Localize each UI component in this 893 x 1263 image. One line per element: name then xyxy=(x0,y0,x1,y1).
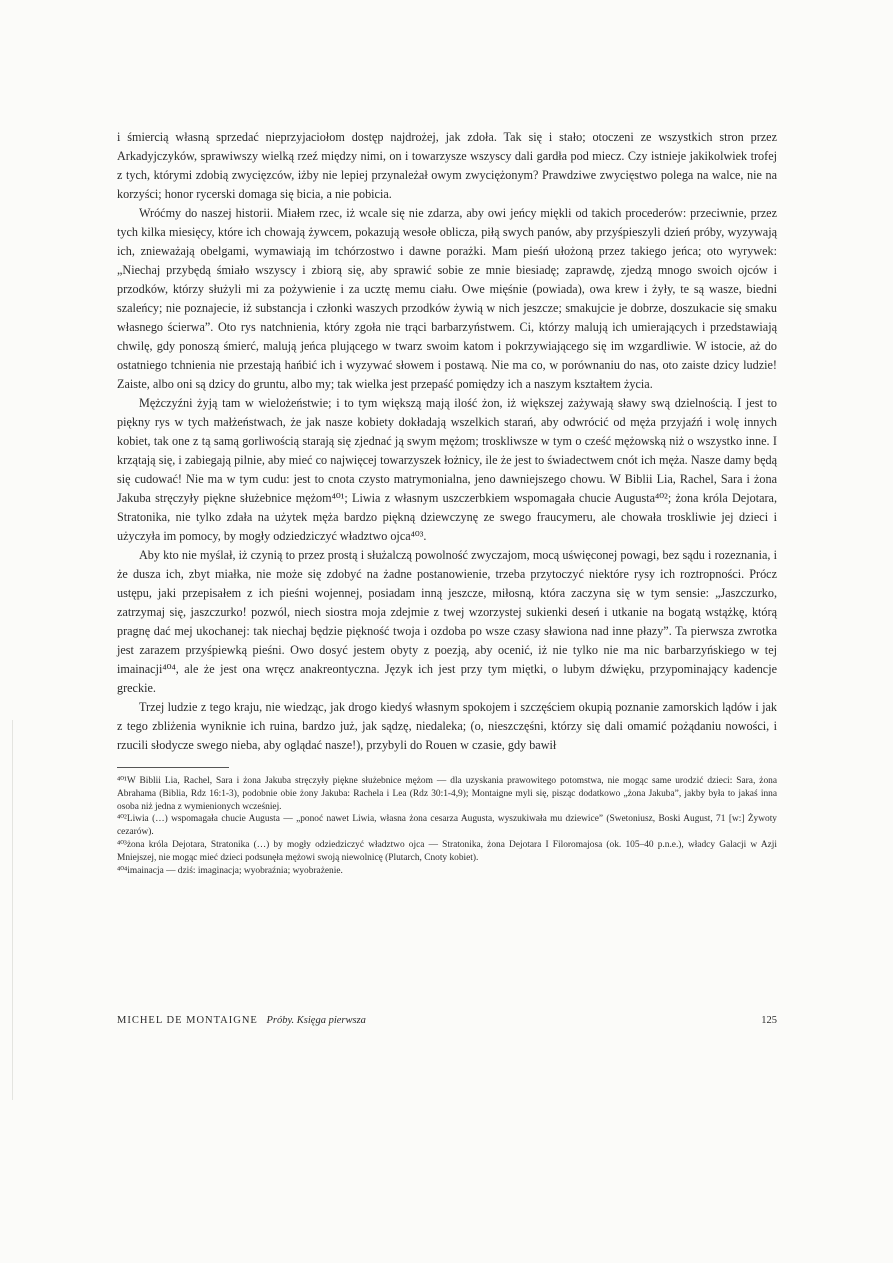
page-number: 125 xyxy=(761,1015,777,1026)
page-content xyxy=(117,128,777,877)
paragraph-1: i śmiercią własną sprzedać nieprzyjaciołom dostęp najdrożej, jak zdoła. Tak się i stało; otoczeni ze wszystkich stron przez Arkadyjczyków, sprawiwszy wielką rzeź między nimi, on i towarzysze wszyscy dali gardła pod miecz. Czy istnieje jakikolwiek trofej z tych, którymi zdobią zwycięzców, iżby nie lepiej przynależał owym zwyciężonym? Prawdziwe zwycięstwo polega na walce, nie na korzyści; honor rycerski domaga się bicia, a nie pobicia. xyxy=(117,130,777,201)
footnote-401: ⁴⁰¹W Biblii Lia, Rachel, Sara i żona Jakuba stręczyły piękne służebnice mężom — dla uzyskania prawowitego potomstwa, nie mogąc same urodzić dzieci: Sara, żona Abrahama (Biblia, Rdz 16:1-3), podobnie obie żony Jakuba: Rachela i Lea (Rdz 30:1-4,9); Montaigne myli się, pisząc dodatkowo „żona Jakuba”, jakby była to jakaś inna osoba niż jedna z wymienionych wcześniej. xyxy=(117,776,777,812)
paragraph-4: Aby kto nie myślał, iż czynią to przez prostą i służalczą powolność zwyczajom, mocą uświęconej powagi, bez sądu i rozeznania, i że dusza ich, zbyt miałka, nie może się zdobyć na żadne postanowienie, trzeba przytoczyć niektóre rysy ich roztropności. Prócz ustępu, jaki przepisałem z ich pieśni wojennej, posiadam inną jeszcze, miłosną, która zaczyna się w tym sensie: „Jaszczurko, zatrzymaj się, jaszczurko! pozwól, niech siostra moja zdejmie z twej wzorzystej sukienki deseń i utkanie na bogatą wstążkę, którą pragnę dać mej ukochanej: tak niechaj będzie piękność twoja i ozdoba po wsze czasy sławiona nad inne płazy”. Ta pierwsza zwrotka jest zarazem przyśpiewką pieśni. Owo dosyć jestem obyty z poezją, aby ocenić, iż nie tylko nie ma nic barbarzyńskiego w tej imainacji⁴⁰⁴, ale że jest ona wręcz anakreontyczna. Język ich jest przy tym miętki, o lubym dźwięku, przypominający kadencje greckie. xyxy=(117,548,777,695)
page-footer xyxy=(117,1015,777,1026)
footnote-403: ⁴⁰³żona króla Dejotara, Stratonika (…) by mogły odziedziczyć władztwo ojca — Stratonika, żona Dejotara I Filoromajosa (ok. 105–40 p.n.e.), władcy Galacji w Azji Mniejszej, nie mogąc mieć dzieci podsunęła mężowi swoją niewolnicę (Plutarch, Cnoty kobiet). xyxy=(117,839,777,863)
footer-author: MICHEL DE MONTAIGNE xyxy=(117,1015,258,1026)
footnote-separator xyxy=(117,767,229,768)
footnotes xyxy=(117,775,777,877)
body-text xyxy=(117,128,777,755)
paragraph-3: Mężczyźni żyją tam w wielożeństwie; i to tym większą mają ilość żon, iż większej zażywają sławy swą dzielnością. I jest to piękny rys w tych małżeństwach, że jak nasze kobiety dokładają wszelkich starań, aby odwrócić od męża przyjaźń i wolę innych kobiet, tak one z tą samą gorliwością starają się zjednać ją swym mężom; troskliwsze w tym o cześć mężowską niż o wszystko inne. I krzątają się, i zabiegają pilnie, aby mieć co najwięcej towarzyszek łożnicy, ile że jest to świadectwem cnót ich męża. Nasze damy będą się cudować! Nie ma w tym cudu: jest to cnota czysto matrymonialna, jeno dawniejszego chowu. W Biblii Lia, Rachel, Sara i żona Jakuba stręczyły piękne służebnice mężom⁴⁰¹; Liwia z własnym uszczerbkiem wspomagała chucie Augusta⁴⁰²; żona króla Dejotara, Stratonika, nie tylko zdała na użytek męża bardzo piękną dziewczynę ze swego fraucymeru, ale chowała troskliwie jej dzieci i użyczyła im pomocy, by mogły odziedziczyć władztwo ojca⁴⁰³. xyxy=(117,396,778,543)
paragraph-2: Wróćmy do naszej historii. Miałem rzec, iż wcale się nie zdarza, aby owi jeńcy miękli od takich procederów: przeciwnie, przez tych kilka miesięcy, które ich chowają żywcem, pokazują wesołe oblicza, piłą swych panów, aby przyśpieszyli dzień próby, wyzywają ich, znieważają obelgami, wymawiają im tchórzostwo i dawne porażki. Mam pieśń ułożoną przez takiego jeńca; oto wyrywek: „Niechaj przybędą śmiało wszyscy i zbiorą się, aby sprawić sobie ze mnie biesiadę; zaprawdę, zjedzą mnogo swoich ojców i przodków, którzy służyli mi za pożywienie i za ucztę memu ciału. Owe mięśnie (powiada), owa krew i żyły, te są wasze, biedni szaleńcy; nie poznajecie, iż substancja i członki waszych przodków żywią w nich jeszcze; smakujcie je dobrze, doszukacie się smaku własnego ścierwa”. Oto rys natchnienia, który zgoła nie trąci barbarzyństwem. Ci, którzy malują ich umierających i przedstawiają chwilę, gdy ponoszą śmierć, malują jeńca plującego w twarz swoim katom i pokrzywiającego się im wzgardliwie. W istocie, aż do ostatniego tchnienia nie przestają hańbić ich i wyzywać słowem i postawą. Nie ma co, w porównaniu do nas, oto zaiste dzicy ludzie! Zaiste, albo oni są dzicy do gruntu, albo my; tak wielka jest przepaść pomiędzy ich a naszym kształtem życia. xyxy=(117,206,777,391)
running-footer xyxy=(117,1015,366,1026)
footnote-402: ⁴⁰²Liwia (…) wspomagała chucie Augusta — „ponoć nawet Liwia, własna żona cesarza Augusta, wyszukiwała mu dziewice” (Swetoniusz, Boski August, 71 [w:] Żywoty cezarów). xyxy=(117,814,777,838)
footnote-404: ⁴⁰⁴imainacja — dziś: imaginacja; wyobraźnia; wyobrażenie. xyxy=(117,865,343,876)
paragraph-5: Trzej ludzie z tego kraju, nie wiedząc, jak drogo kiedyś własnym spokojem i szczęściem okupią poznanie zamorskich lądów i jak z tego zbliżenia wyniknie ich ruina, bardzo już, jak sądzę, niedaleka; (o, nieszczęśni, którzy się dali omamić pożądaniu nowości, i rzucili słodycze swego nieba, aby oglądać nasze!), przybyli do Rouen w czasie, gdy bawił xyxy=(117,700,777,752)
scan-margin-shadow xyxy=(12,720,13,1100)
footer-title: Próby. Księga pierwsza xyxy=(266,1015,366,1026)
